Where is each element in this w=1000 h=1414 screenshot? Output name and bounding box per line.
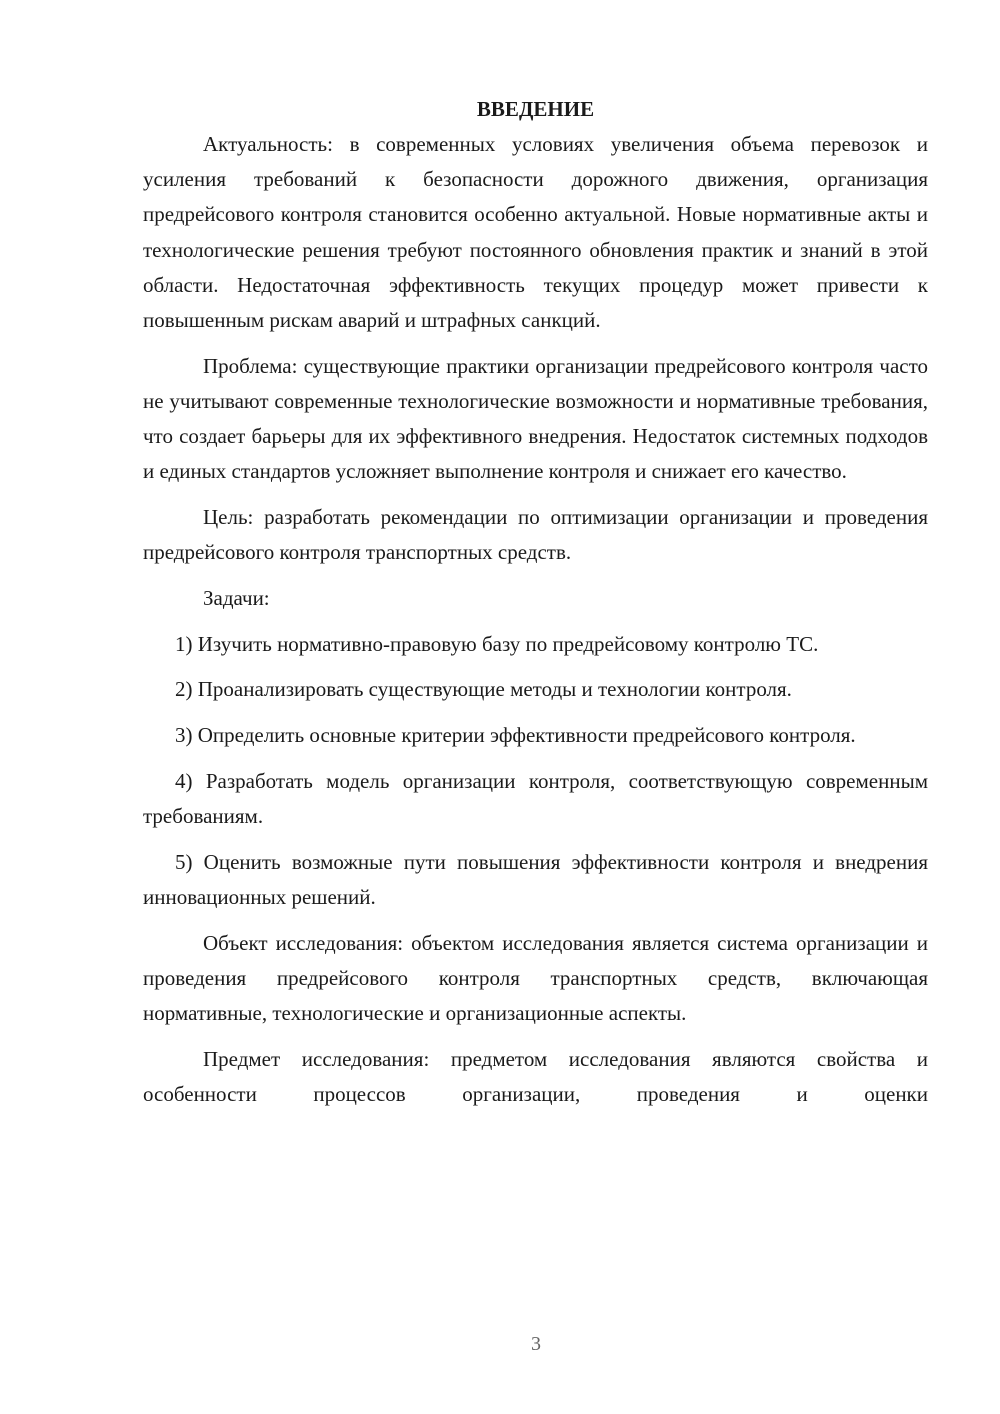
document-page [143,92,928,1112]
list-item-task-4: 4) Разработать модель организации контроля, соответствующую современным требованиям. [143,768,928,828]
page-number: 3 [531,1333,541,1355]
paragraph-problem: Проблема: существующие практики организации предрейсового контроля часто не учитывают современные технологические возможности и нормативные требования, что создает барьеры для их эффективного внедрения. Недостаток системных подходов и единых стандартов усложняет выполнение контроля и снижает его качество. [143,353,928,484]
page-title: ВВЕДЕНИЕ [476,97,595,121]
list-item-task-1: 1) Изучить нормативно-правовую базу по предрейсовому контролю ТС. [175,631,819,656]
paragraph-subject: Предмет исследования: предметом исследования являются свойства и особенности процессов организации, проведения и оценки [143,1046,928,1106]
paragraph-relevance: Актуальность: в современных условиях увеличения объема перевозок и усиления требований к безопасности дорожного движения, организация предрейсового контроля становится особенно актуальной. Новые нормативные акты и технологические решения требуют постоянного обновления практик и знаний в этой области. Недостаточная эффективность текущих процедур может привести к повышенным рискам аварий и штрафных санкций. [143,132,928,333]
list-item-task-3: 3) Определить основные критерии эффективности предрейсового контроля. [175,723,856,748]
list-item-task-5: 5) Оценить возможные пути повышения эффективности контроля и внедрения инновационных решений. [143,849,928,909]
paragraph-object: Объект исследования: объектом исследования является система организации и проведения предрейсового контроля транспортных средств, включающая нормативные, технологические и организационные аспекты. [143,930,928,1025]
list-item-task-2: 2) Проанализировать существующие методы и технологии контроля. [175,677,792,702]
paragraph-tasks-heading: Задачи: [203,585,270,610]
paragraph-goal: Цель: разработать рекомендации по оптимизации организации и проведения предрейсового контроля транспортных средств. [143,505,928,565]
